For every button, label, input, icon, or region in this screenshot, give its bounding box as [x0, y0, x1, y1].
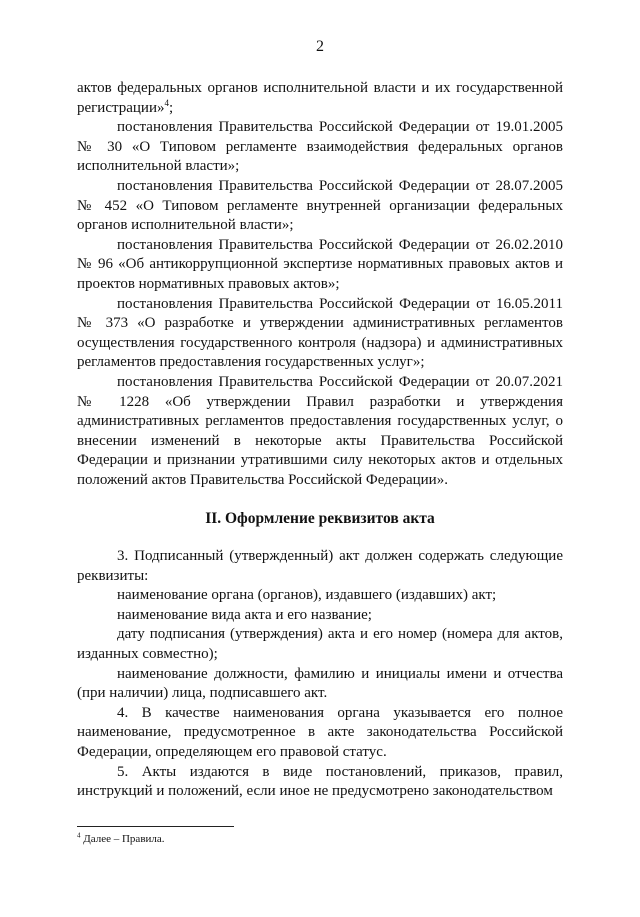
list-item-organ-name: наименование органа (органов), издавшего (издавших) акт; [117, 587, 497, 604]
paragraph-decree-16-05-2011: постановления Правительства Российской Федерации от 16.05.2011 № 373 «О разработке и утверждении административных регламентов осуществления государственного контроля (надзора) и административных регламентов предоставления государственных услуг»; [77, 295, 563, 371]
paragraph-continuation: актов федеральных органов исполнительной власти и их государственной регистрации»$^4$; [77, 80, 563, 116]
footnote-ref: 4 [164, 97, 169, 108]
paragraph-3: 3. Подписанный (утвержденный) акт должен содержать следующие реквизиты: [77, 548, 563, 584]
paragraph-decree-19-01-2005: постановления Правительства Российской Федерации от 19.01.2005 № 30 «О Типовом регламенте взаимодействия федеральных органов исполнительной власти»; [77, 119, 563, 175]
list-item-act-type: наименование вида акта и его название; [117, 606, 372, 623]
footnote [77, 833, 557, 845]
footnote-mark: 4 [77, 831, 81, 840]
paragraph-5: 5. Акты издаются в виде постановлений, приказов, правил, инструкций и положений, если иное не предусмотрено законодательством [77, 763, 563, 800]
paragraph-4: 4. В качестве наименования органа указывается его полное наименование, предусмотренное в акте законодательства Российской Федерации, определяющем его правовой статус. [77, 704, 563, 760]
section-heading: II. Оформление реквизитов акта [205, 510, 435, 528]
page-number: 2 [316, 38, 324, 55]
paragraph-decree-28-07-2005: постановления Правительства Российской Федерации от 28.07.2005 № 452 «О Типовом регламенте внутренней организации федеральных органов исполнительной власти»; [77, 177, 563, 234]
paragraph-decree-20-07-2021: постановления Правительства Российской Федерации от 20.07.2021 № 1228 «Об утверждении Правил разработки и утверждения административных регламентов предоставления государственных услуг, о внесении изменений в некоторые акты Правительства Российской Федерации и признании утратившими силу некоторых актов и отдельных положений актов Правительства Российской Федерации». [77, 373, 563, 488]
list-item-signatory: наименование должности, фамилию и инициалы имени и отчества (при наличии) лица, подписавшего акт. [77, 665, 563, 702]
paragraph-decree-26-02-2010: постановления Правительства Российской Федерации от 26.02.2010 № 96 «Об антикоррупционной экспертизе нормативных правовых актов и проектов нормативных правовых актов»; [77, 236, 563, 292]
footnote-divider [77, 826, 234, 827]
document-body [77, 79, 563, 802]
footnote-text: Далее – Правила. [80, 833, 165, 845]
list-item-signing-date: дату подписания (утверждения) акта и его номер (номера для актов, изданных совместно); [77, 626, 563, 663]
